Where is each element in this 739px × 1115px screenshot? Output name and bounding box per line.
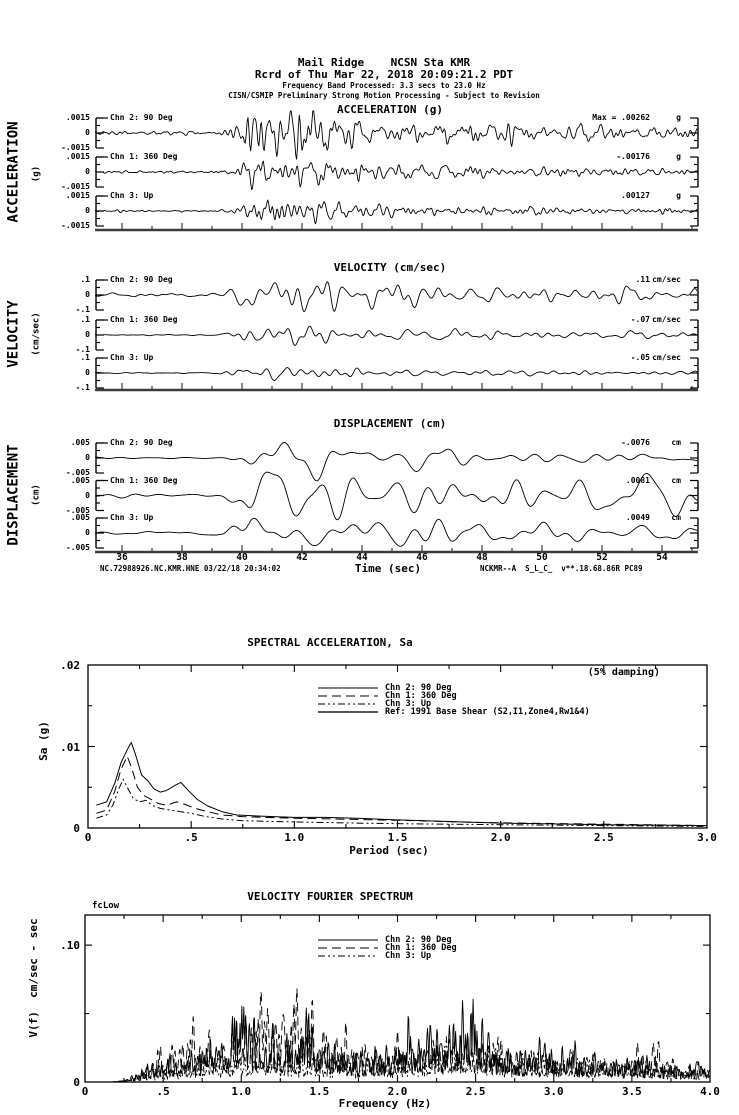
fourier-x-tick-label: 4.0 xyxy=(700,1085,720,1098)
sa-y-tick-label: 0 xyxy=(73,822,80,835)
fourier-fclow-label: fcLow xyxy=(92,901,120,911)
y-tick-label: 0 xyxy=(85,167,90,176)
fourier-x-tick-label: 3.0 xyxy=(543,1085,564,1098)
fourier-x-axis-label: Frequency (Hz) xyxy=(338,1097,432,1110)
fourier-y-axis-label: V(f) cm/sec - sec xyxy=(27,918,41,1038)
max-annotation-value: -.00176 xyxy=(616,152,650,161)
y-tick-label: 0 xyxy=(85,368,90,377)
time-axis-label: Time (sec) xyxy=(354,562,422,575)
max-annotation-unit: cm/sec xyxy=(652,315,681,324)
fourier-legend-label: Chn 2: 90 Deg xyxy=(385,935,452,945)
velocity-axis-unit: (cm/sec) xyxy=(31,312,42,356)
y-tick-label: .0015 xyxy=(65,152,90,161)
max-annotation-value: -.05 xyxy=(630,353,650,362)
channel-label: Chn 1: 360 Deg xyxy=(110,152,178,161)
max-annotation-unit: cm xyxy=(671,513,681,522)
fourier-x-tick-label: 1.0 xyxy=(231,1085,252,1098)
max-annotation-unit: g xyxy=(676,152,681,161)
sa-x-axis-label: Period (sec) xyxy=(349,844,429,857)
max-annotation-value: -.07 xyxy=(630,315,650,324)
fourier-y-tick-label: .10 xyxy=(60,939,80,953)
sa-y-tick-label: .01 xyxy=(60,740,80,754)
fourier-x-tick-label: 2.0 xyxy=(387,1085,408,1098)
sa-x-tick-label: 2.5 xyxy=(593,831,614,844)
sa-legend-label: Chn 2: 90 Deg xyxy=(385,683,452,693)
y-tick-label: -.1 xyxy=(75,305,90,314)
sa-y-tick-label: .02 xyxy=(60,659,80,672)
fourier-title: VELOCITY FOURIER SPECTRUM xyxy=(247,890,413,903)
y-tick-label: .005 xyxy=(70,438,90,447)
fourier-x-tick-label: 0 xyxy=(81,1085,89,1098)
time-tick-label: 48 xyxy=(476,552,488,563)
sa-legend-label: Chn 1: 360 Deg xyxy=(385,691,457,701)
time-tick-label: 50 xyxy=(536,552,548,563)
y-tick-label: .1 xyxy=(80,275,90,284)
acceleration-title: ACCELERATION (g) xyxy=(337,103,443,116)
y-tick-label: -.0015 xyxy=(61,221,90,230)
y-tick-label: -.005 xyxy=(65,505,90,515)
time-tick-label: 36 xyxy=(116,552,128,563)
y-tick-label: 0 xyxy=(85,128,90,137)
fourier-legend-label: Chn 3: Up xyxy=(385,951,432,961)
displacement-title: DISPLACEMENT (cm) xyxy=(333,417,447,430)
displacement-axis-unit: (cm) xyxy=(31,484,42,506)
fourier-y-tick-label: 0 xyxy=(73,1076,80,1089)
acceleration-axis-label: ACCELERATION xyxy=(5,121,22,223)
y-tick-label: -.005 xyxy=(65,543,90,552)
time-tick-label: 44 xyxy=(356,552,368,563)
fourier-x-tick-label: 3.5 xyxy=(621,1085,642,1098)
time-tick-label: 46 xyxy=(416,552,428,563)
channel-label: Chn 3: Up xyxy=(110,513,154,522)
sa-legend-label: Chn 3: Up xyxy=(385,699,432,709)
channel-label: Chn 2: 90 Deg xyxy=(110,113,173,122)
max-annotation-unit: cm xyxy=(671,438,681,447)
sa-x-tick-label: .5 xyxy=(184,831,198,844)
max-annotation-value: .00127 xyxy=(621,191,650,200)
time-tick-label: 52 xyxy=(596,552,608,563)
max-annotation-value: Max = .00262 xyxy=(592,113,650,122)
velocity-title: VELOCITY (cm/sec) xyxy=(333,261,447,274)
y-tick-label: 0 xyxy=(85,290,90,299)
displacement-axis-label: DISPLACEMENT xyxy=(5,444,22,546)
time-tick-label: 38 xyxy=(176,552,188,563)
channel-label: Chn 3: Up xyxy=(110,353,154,362)
time-tick-label: 40 xyxy=(236,552,248,563)
y-tick-label: -.1 xyxy=(75,383,90,392)
fourier-legend-label: Chn 1: 360 Deg xyxy=(385,943,457,953)
max-annotation-value: .0081 xyxy=(625,475,650,485)
max-annotation-unit: cm/sec xyxy=(652,275,681,284)
y-tick-label: 0 xyxy=(85,490,90,500)
footer-record-id: NC.72988926.NC.KMR.HNE 03/22/18 20:34:02 xyxy=(100,564,281,573)
y-tick-label: .1 xyxy=(80,353,90,362)
footer-processing-id: NCKMR--A S_L_C_ v**.18.68.86R PC89 xyxy=(480,564,643,573)
y-tick-label: 0 xyxy=(85,206,90,215)
sa-x-tick-label: 1.5 xyxy=(387,831,408,844)
fourier-x-tick-label: 2.5 xyxy=(465,1085,486,1098)
max-annotation-unit: cm/sec xyxy=(652,353,681,362)
channel-label: Chn 2: 90 Deg xyxy=(110,275,173,284)
max-annotation-value: .11 xyxy=(635,275,650,284)
y-tick-label: .0015 xyxy=(65,191,90,200)
fourier-x-tick-label: .5 xyxy=(156,1085,170,1098)
y-tick-label: -.0015 xyxy=(61,182,90,191)
time-tick-label: 42 xyxy=(296,552,308,563)
header-station-line: Mail Ridge NCSN Sta KMR xyxy=(297,56,471,69)
fourier-x-tick-label: 1.5 xyxy=(309,1085,330,1098)
sa-title: SPECTRAL ACCELERATION, Sa xyxy=(247,636,413,649)
header-record-line: Rcrd of Thu Mar 22, 2018 20:09:21.2 PDT xyxy=(254,68,514,81)
max-annotation-value: -.0076 xyxy=(621,438,650,447)
y-tick-label: .005 xyxy=(70,513,90,522)
y-tick-label: -.1 xyxy=(75,345,90,354)
sa-x-tick-label: 2.0 xyxy=(490,831,511,844)
channel-label: Chn 1: 360 Deg xyxy=(110,315,178,324)
y-tick-label: .005 xyxy=(70,475,90,485)
channel-label: Chn 1: 360 Deg xyxy=(110,475,178,485)
header-disclaimer-line: CISN/CSMIP Preliminary Strong Motion Processing - Subject to Revision xyxy=(228,91,540,100)
max-annotation-unit: g xyxy=(676,113,681,122)
max-annotation-unit: g xyxy=(676,191,681,200)
sa-legend-label: Ref: 1991 Base Shear (S2,I1,Zone4,Rw1&4) xyxy=(385,707,590,717)
sa-damping-note: (5% damping) xyxy=(587,667,660,678)
sa-y-axis-label: Sa (g) xyxy=(37,721,51,761)
channel-label: Chn 3: Up xyxy=(110,191,154,200)
y-tick-label: 0 xyxy=(85,330,90,339)
velocity-axis-label: VELOCITY xyxy=(5,300,22,368)
y-tick-label: .0015 xyxy=(65,113,90,122)
y-tick-label: 0 xyxy=(85,528,90,537)
channel-label: Chn 2: 90 Deg xyxy=(110,438,173,447)
sa-x-tick-label: 1.0 xyxy=(284,831,305,844)
y-tick-label: -.0015 xyxy=(61,143,90,152)
max-annotation-value: .0049 xyxy=(625,513,650,522)
y-tick-label: -.005 xyxy=(65,468,90,477)
sa-x-tick-label: 3.0 xyxy=(697,831,717,844)
sa-x-tick-label: 0 xyxy=(84,831,92,844)
y-tick-label: 0 xyxy=(85,453,90,462)
time-tick-label: 54 xyxy=(656,552,668,563)
max-annotation-unit: cm xyxy=(671,475,681,485)
acceleration-axis-unit: (g) xyxy=(31,165,42,183)
y-tick-label: .1 xyxy=(80,315,90,324)
header-band-line: Frequency Band Processed: 3.3 secs to 23.0 Hz xyxy=(282,81,486,90)
